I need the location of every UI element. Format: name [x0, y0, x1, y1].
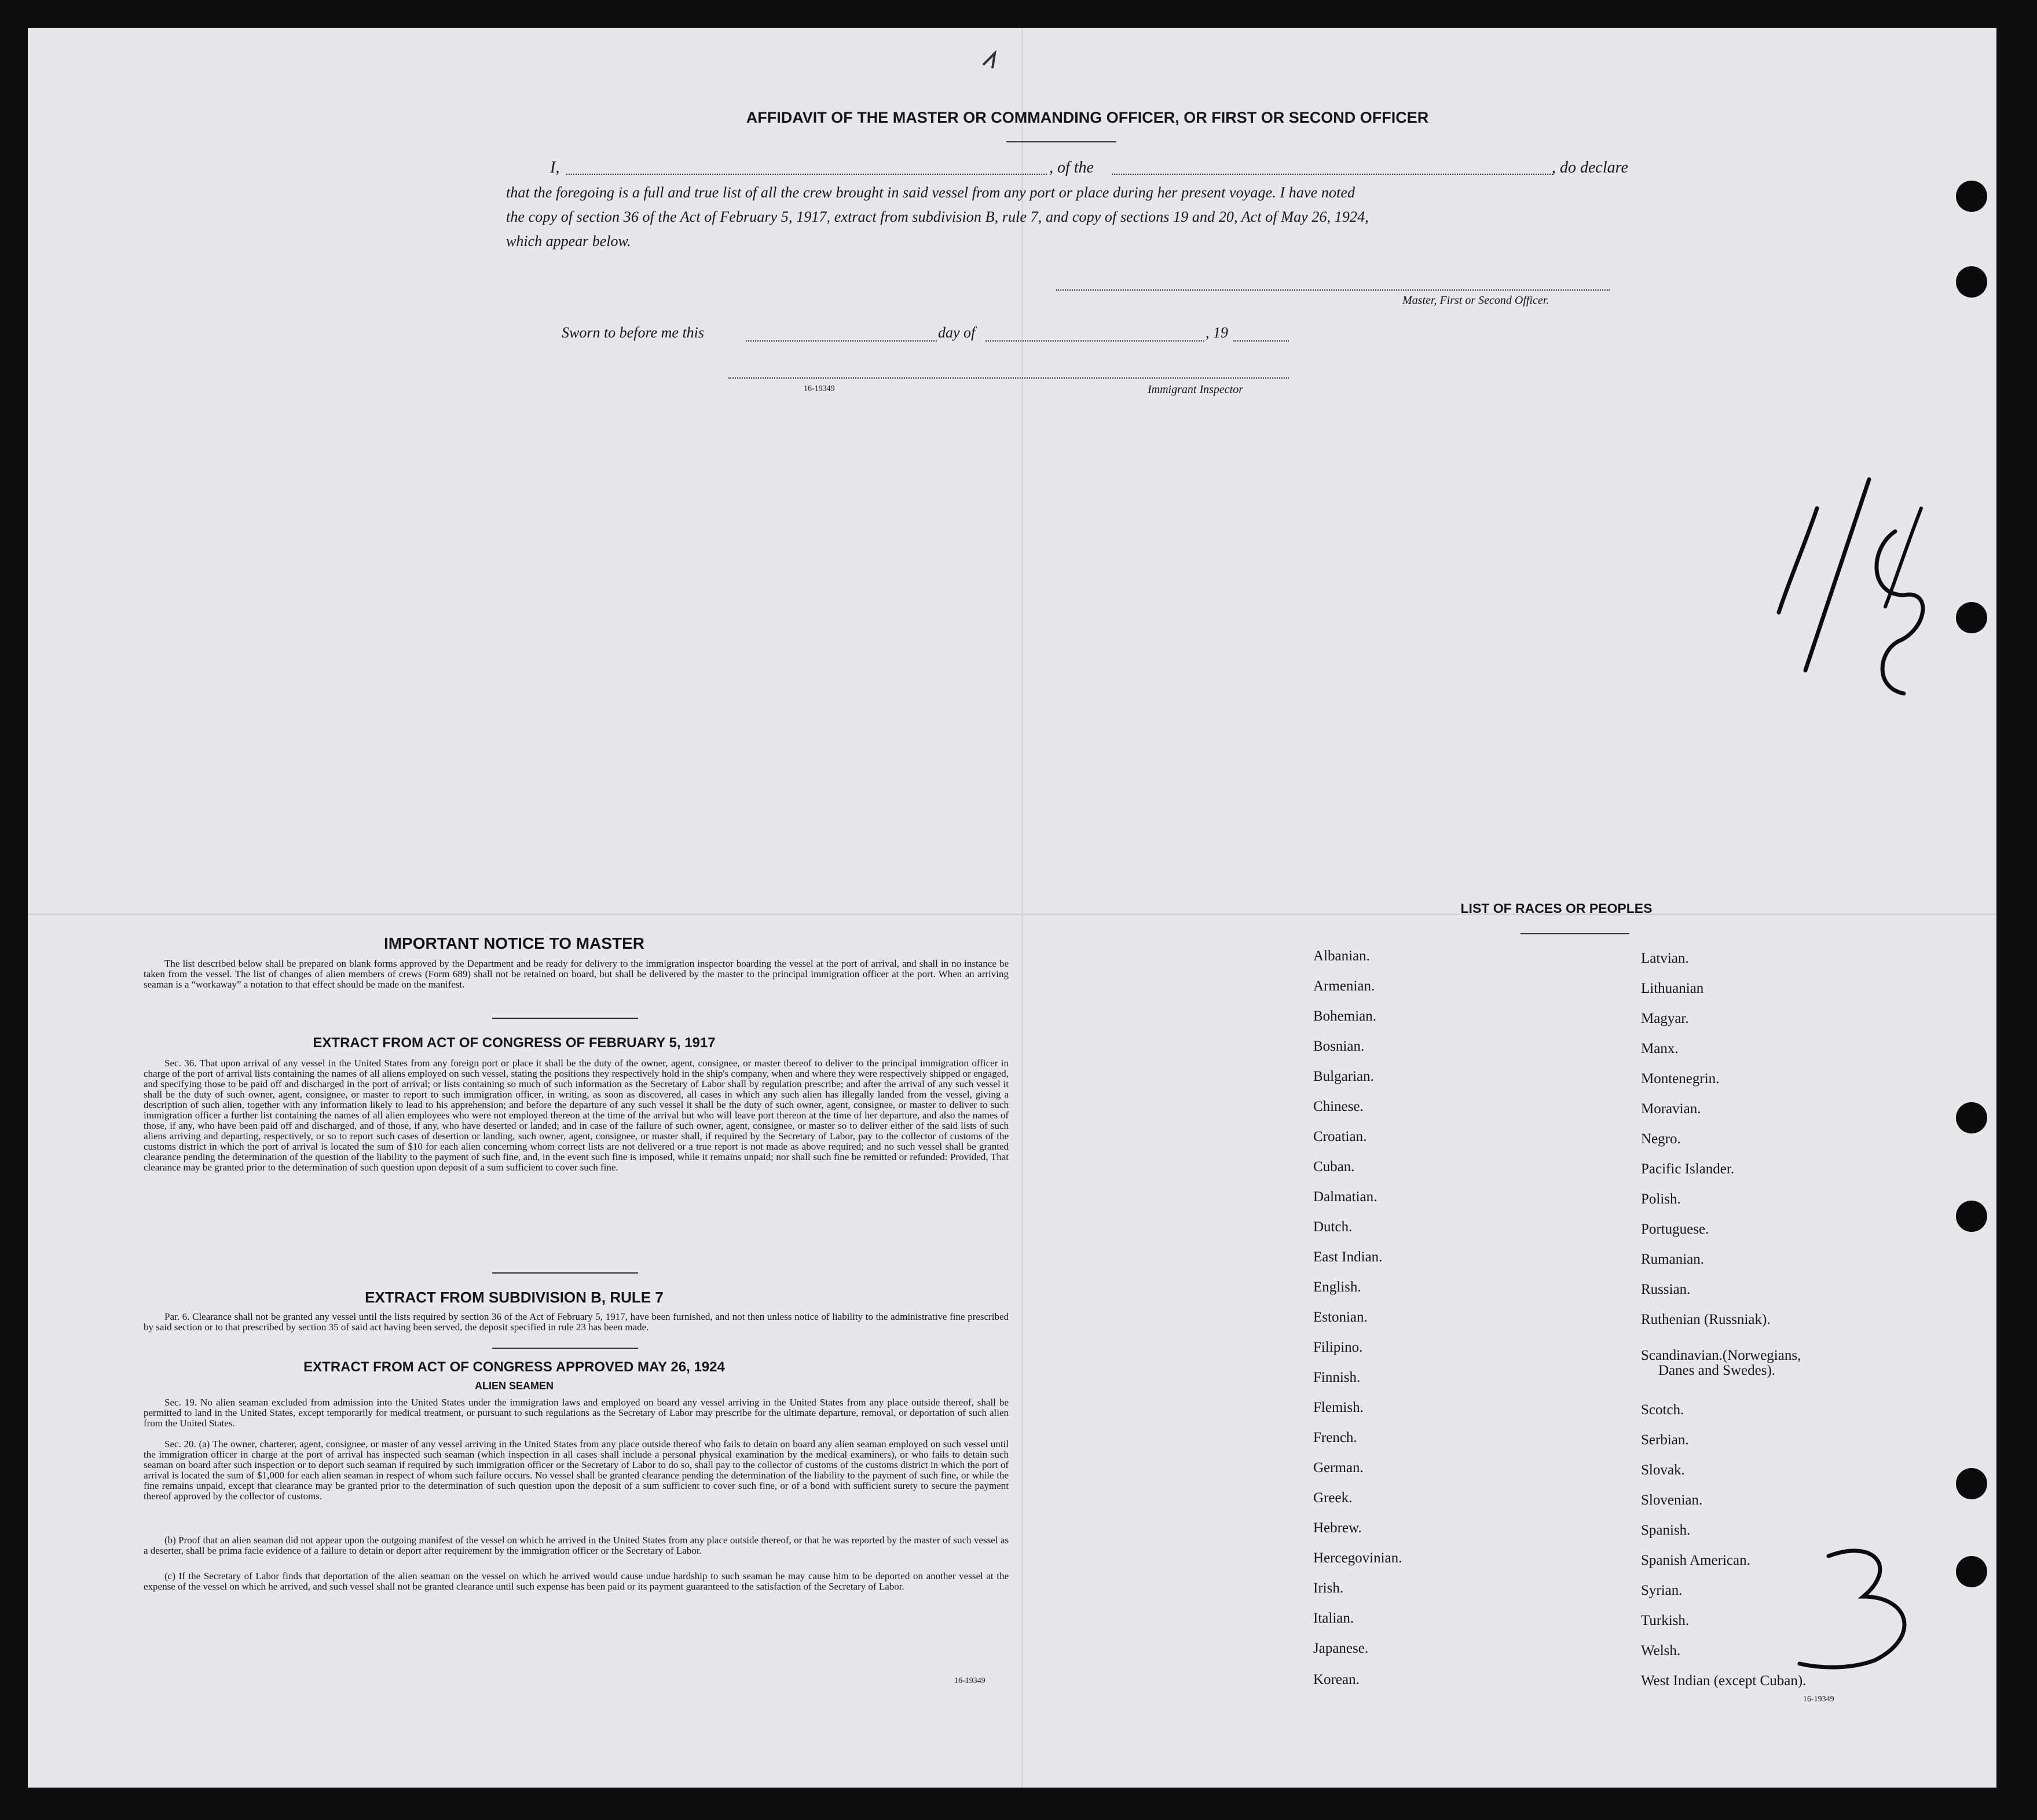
notice-title: IMPORTANT NOTICE TO MASTER — [383, 934, 645, 952]
extract-1924-sec19: Sec. 19. No alien seaman excluded from admission into the United States under the immigration laws and employed on board any vessel arriving in the United States from any place outside thereof, shall be permitted to land in the United States, except temporarily for medical treatment, or pursuant to such regulations as the Secretary of Labor may prescribe for the ultimate departure, removal, or deportation of such alien from the United States. — [144, 1397, 1009, 1429]
race-item: Dutch. — [1313, 1219, 1353, 1235]
race-item: Japanese. — [1313, 1641, 1369, 1656]
sworn-label: Sworn to before me this — [562, 324, 705, 341]
extract-1924-sec20c: (c) If the Secretary of Labor finds that deportation of the alien seaman on the vessel on which he arrived would cause undue hardship to such seaman he may cause him to be deported on another vessel at the expense of the vessel on which he arrived, and such vessel shall not be granted clearance until such expense has been paid or its payment guaranteed to the satisfaction of the Secretary of Labor. — [144, 1571, 1009, 1592]
extract-rule7-title: EXTRACT FROM SUBDIVISION B, RULE 7 — [365, 1289, 664, 1306]
race-item-continuation: Danes and Swedes). — [1658, 1363, 1776, 1378]
race-item: Italian. — [1313, 1610, 1354, 1626]
race-item: Hercegovinian. — [1313, 1550, 1402, 1566]
document-sheet — [28, 28, 1996, 1788]
race-item: Cuban. — [1313, 1159, 1355, 1175]
race-item: Flemish. — [1313, 1400, 1364, 1415]
notice-rule — [492, 1018, 638, 1019]
binder-hole — [1956, 602, 1987, 633]
races-title-rule — [1521, 933, 1629, 934]
race-item: Croatian. — [1313, 1129, 1367, 1144]
binder-hole — [1956, 1556, 1987, 1587]
notice-text: The list described below shall be prepared on blank forms approved by the Department and be ready for delivery to the immigration inspector boarding the vessel at the port of arrival, and shall in no instance be taken from the vessel. The list of changes of alien members of crews (Form 689) shall not be retained on board, but shall be delivered by the master to the principal immigration officer at the port. When an arriving seaman is a “workaway” a notation to that effect should be made on the manifest. — [144, 958, 1009, 990]
day-of-label: day of — [938, 324, 976, 341]
master-name-blank — [566, 174, 1047, 175]
fold-line-vertical — [1021, 28, 1023, 1788]
extract-1924-title: EXTRACT FROM ACT OF CONGRESS APPROVED MAY 26, 1924 — [303, 1359, 725, 1375]
race-item: Pacific Islander. — [1641, 1161, 1735, 1177]
year-label: , 19 — [1206, 324, 1228, 341]
race-item: Bohemian. — [1313, 1008, 1377, 1024]
race-item: Spanish American. — [1641, 1553, 1750, 1568]
extract-1917-text: Sec. 36. That upon arrival of any vessel in the United States from any foreign port or place it shall be the duty of the owner, agent, consignee, or master thereof to deliver to the principal immigration officer in charge of the port of arrival lists containing the names of all aliens employed on such vessel, stating the positions they respectively hold in the ship's company, when and where they were respectively shipped or engaged, and specifying those to be paid off and discharged in the port of arrival; or lists containing so much of such information as the Secretary of Labor shall by regulation prescribe; and after the arrival of any such vessel it shall be the duty of such owner, agent, consignee, or master to report to such immigration officer, in writing, as soon as discovered, all cases in which any such alien has illegally landed from the vessel, giving a description of such alien, together with any information likely to lead to his apprehension; and before the departure of any such vessel it shall be the duty of such owner, agent, consignee, or master to deliver to such immigration officer a further list containing the names of all alien employees who were not employed thereon at the time of the arrival but who will leave port thereon at the time of her departure, and also the names of those, if any, who have been paid off and discharged, and of those, if any, who have deserted or landed; and in case of the failure of such owner, agent, consignee, or master so to deliver either of the said lists of such aliens arriving and departing, respectively, or so to report such cases of desertion or landing, such owner, agent, consignee, or master shall, if required by the Secretary of Labor, pay to the collector of customs of the customs district in which the port of arrival is located the sum of $10 for each alien concerning whom correct lists are not delivered or a true report is not made as above required; and no such vessel shall be granted clearance pending the determination of the question of the liability to the payment of such fine, and, in the event such fine is imposed, while it remains unpaid; nor shall such fine be remitted or refunded: Provided, That clearance may be granted prior to the determination of such question upon deposit of a sum sufficient to cover such fine. — [144, 1058, 1009, 1173]
affidavit-form-number: 16-19349 — [804, 384, 835, 393]
race-item: Serbian. — [1641, 1432, 1689, 1448]
race-item: Slovenian. — [1641, 1492, 1703, 1508]
race-item: Spanish. — [1641, 1522, 1691, 1538]
race-item: Chinese. — [1313, 1099, 1364, 1114]
vessel-name-blank — [1112, 174, 1553, 175]
sworn-day-blank — [746, 340, 937, 342]
affidavit-of-the-label: , of the — [1049, 159, 1094, 177]
race-item: Manx. — [1641, 1041, 1679, 1056]
extract-rule7-text: Par. 6. Clearance shall not be granted any vessel until the lists required by section 36 of the Act of February 5, 1917, have been furnished, and not then unless notice of liability to the administrative fine prescribed by said section or to that prescribed by section 35 of said act having been served, the deposit specified in rule 23 has been made. — [144, 1311, 1009, 1333]
affidavit-declare-label: , do declare — [1552, 159, 1628, 177]
race-item: Rumanian. — [1641, 1252, 1705, 1267]
race-item: Latvian. — [1641, 951, 1689, 966]
inspector-signature-line — [728, 377, 1289, 379]
extract-form-number: 16-19349 — [954, 1676, 985, 1685]
sworn-year-blank — [1233, 340, 1289, 342]
binder-hole — [1956, 181, 1987, 212]
race-item: Albanian. — [1313, 948, 1370, 964]
race-item: East Indian. — [1313, 1249, 1383, 1265]
race-item: Filipino. — [1313, 1340, 1363, 1355]
sworn-month-blank — [985, 340, 1204, 342]
race-item: Korean. — [1313, 1672, 1360, 1687]
handwritten-tick-mark — [977, 42, 1012, 76]
race-item: Welsh. — [1641, 1643, 1681, 1658]
race-item: Dalmatian. — [1313, 1189, 1377, 1205]
affidavit-line-4: which appear below. — [506, 233, 631, 249]
race-item: Magyar. — [1641, 1011, 1689, 1026]
races-form-number: 16-19349 — [1803, 1695, 1834, 1704]
race-item: Montenegrin. — [1641, 1071, 1720, 1087]
race-item: French. — [1313, 1430, 1357, 1445]
race-item: Negro. — [1641, 1131, 1681, 1147]
race-item: Polish. — [1641, 1191, 1681, 1207]
race-item: Scandinavian.(Norwegians, — [1641, 1348, 1801, 1363]
extract-1917-rule — [492, 1272, 638, 1274]
race-item: Finnish. — [1313, 1370, 1361, 1385]
race-item: German. — [1313, 1460, 1364, 1476]
binder-hole — [1956, 1102, 1987, 1133]
binder-hole — [1956, 1468, 1987, 1499]
binder-hole — [1956, 1201, 1987, 1232]
affidavit-title: AFFIDAVIT OF THE MASTER OR COMMANDING OFFICER, OR FIRST OR SECOND OFFICER — [746, 109, 1429, 126]
races-title: LIST OF RACES OR PEOPLES — [1460, 901, 1653, 916]
race-item: Bosnian. — [1313, 1039, 1365, 1054]
affidavit-i-label: I, — [550, 159, 560, 177]
race-item: Portuguese. — [1641, 1221, 1709, 1237]
master-signature-label: Master, First or Second Officer. — [1402, 294, 1549, 307]
race-item: Greek. — [1313, 1490, 1353, 1506]
handwritten-page-number — [1753, 445, 1950, 711]
affidavit-line-2: that the foregoing is a full and true list of all the crew brought in said vessel from any port or place during her present voyage. I have noted — [506, 184, 1355, 201]
race-item: Hebrew. — [1313, 1520, 1362, 1536]
extract-1924-sec20b: (b) Proof that an alien seaman did not appear upon the outgoing manifest of the vessel on which he arrived in the United States from any place outside thereof, or that he was reported by the master of such vessel as a deserter, shall be prima facie evidence of a failure to detain or deport after requirement by the immigration officer or the Secretary of Labor. — [144, 1535, 1009, 1556]
affidavit-title-rule — [1006, 141, 1116, 142]
race-item: West Indian (except Cuban). — [1641, 1673, 1807, 1689]
race-item: Estonian. — [1313, 1309, 1368, 1325]
race-item: Lithuanian — [1641, 981, 1704, 996]
race-item: Turkish. — [1641, 1613, 1690, 1628]
affidavit-line-3: the copy of section 36 of the Act of February 5, 1917, extract from subdivision B, rule 7, and copy of sections 19 and 20, Act of May 26, 1924, — [506, 208, 1369, 225]
race-item: Irish. — [1313, 1580, 1344, 1596]
extract-1924-sec20a: Sec. 20. (a) The owner, charterer, agent, consignee, or master of any vessel arriving in the United States from any place outside thereof who fails to detain on board any alien seaman employed on such vessel until the immigration officer in charge at the port of arrival has inspected such seaman (which inspection in all cases shall include a personal physical examination by the medical examiners), or who fails to detain such seaman on board after such inspection or to deport such seaman if required by such immigration officer or the Secretary of Labor to do so, shall pay to the collector of customs of the customs district in which the port of arrival is located the sum of $1,000 for each alien seaman in respect of whom such failure occurs. No vessel shall be granted clearance pending the determination of the liability to the payment of such fine, or while the fine remains unpaid, except that clearance may be granted prior to the determination of such question upon the deposit of a sum sufficient to cover such fine, or of a bond with sufficient surety to secure the payment thereof approved by the collector of customs. — [144, 1439, 1009, 1502]
race-item: Slovak. — [1641, 1462, 1685, 1478]
race-item: Scotch. — [1641, 1402, 1684, 1418]
race-item: Ruthenian (Russniak). — [1641, 1312, 1771, 1327]
binder-hole — [1956, 266, 1987, 298]
race-item: English. — [1313, 1279, 1361, 1295]
race-item: Armenian. — [1313, 978, 1375, 994]
race-item: Bulgarian. — [1313, 1069, 1374, 1084]
extract-rule7-rule — [492, 1348, 638, 1349]
extract-1917-title: EXTRACT FROM ACT OF CONGRESS OF FEBRUARY 5, 1917 — [313, 1035, 716, 1051]
race-item: Russian. — [1641, 1282, 1691, 1297]
race-item: Moravian. — [1641, 1101, 1701, 1117]
race-item: Syrian. — [1641, 1583, 1683, 1598]
inspector-label: Immigrant Inspector — [1148, 383, 1243, 396]
handwritten-sheet-number — [1788, 1533, 1950, 1683]
extract-1924-subtitle: ALIEN SEAMEN — [474, 1380, 554, 1392]
master-signature-line — [1056, 289, 1610, 291]
